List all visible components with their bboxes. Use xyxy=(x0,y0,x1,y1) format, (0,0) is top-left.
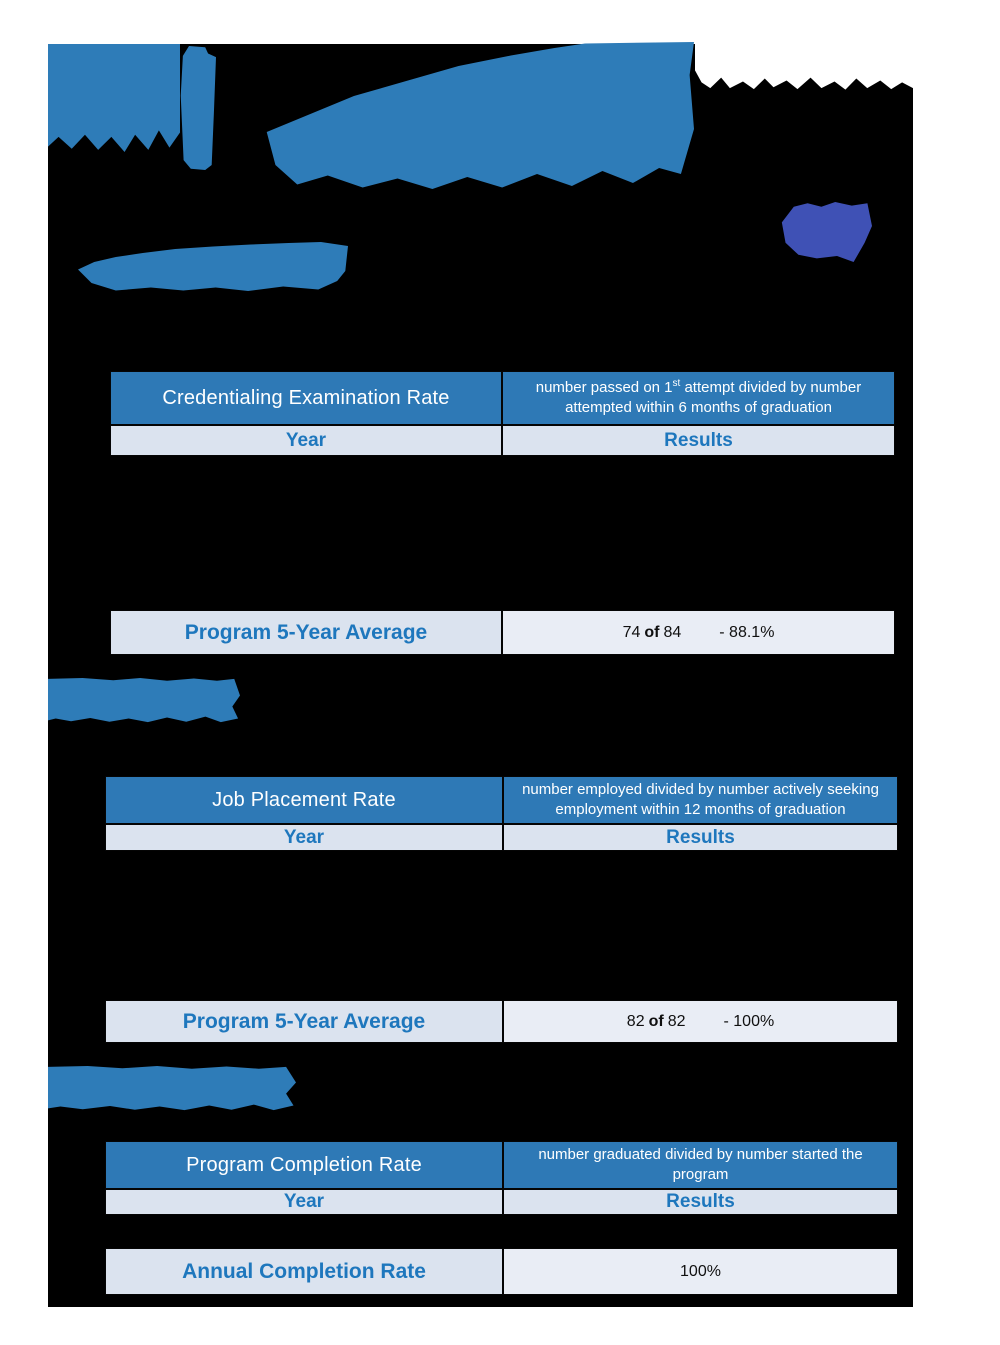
summary-label: Program 5-Year Average xyxy=(182,1009,426,1033)
table-header-row xyxy=(110,371,895,425)
summary-value-cell xyxy=(503,1248,898,1295)
table-title: Program Completion Rate xyxy=(186,1153,422,1176)
year-header-cell xyxy=(110,425,502,456)
results-header-cell xyxy=(503,1189,898,1215)
year-header-cell xyxy=(105,1189,503,1215)
summary-label-cell xyxy=(105,1000,503,1043)
table-definition-cell xyxy=(502,371,895,425)
results-header-cell xyxy=(503,824,898,851)
table-title: Credentialing Examination Rate xyxy=(162,386,450,409)
results-header-cell xyxy=(502,425,895,456)
summary-label-cell xyxy=(105,1248,503,1295)
section-heading-completion-blob xyxy=(48,1066,296,1112)
credentialing-summary-row xyxy=(110,610,895,655)
table-definition: number employed divided by number actively seeking employment within 12 months of graduation xyxy=(522,780,879,818)
table-title-cell xyxy=(110,371,502,425)
annual-completion-row xyxy=(105,1248,898,1295)
completion-table xyxy=(105,1141,898,1215)
table-title-cell xyxy=(105,776,503,824)
job-placement-summary-row xyxy=(105,1000,898,1043)
table-definition-cell xyxy=(503,1141,898,1189)
year-header-label: Year xyxy=(283,1191,325,1212)
table-definition: number graduated divided by number started the program xyxy=(538,1145,863,1183)
results-header-label: Results xyxy=(666,826,735,848)
summary-value-cell xyxy=(502,610,895,655)
year-header-cell xyxy=(105,824,503,851)
summary-value: 82 of 82 - 100% xyxy=(626,1012,775,1030)
summary-value: 100% xyxy=(680,1262,721,1280)
summary-value: 74 of 84 - 88.1% xyxy=(622,623,775,641)
results-header-label: Results xyxy=(664,429,733,451)
transparent-background-field xyxy=(48,44,913,1307)
table-header-row xyxy=(105,1141,898,1189)
logo-tower-icon xyxy=(180,46,216,170)
table-definition: number passed on 1st attempt divided by number attempted within 6 months of graduation xyxy=(535,377,862,416)
column-header-row xyxy=(110,425,895,456)
year-header-label: Year xyxy=(285,429,327,451)
table-header-row xyxy=(105,776,898,824)
job-placement-table xyxy=(105,776,898,851)
summary-label-cell xyxy=(110,610,502,655)
summary-value-cell xyxy=(503,1000,898,1043)
column-header-row xyxy=(105,1189,898,1215)
right-page-margin xyxy=(913,44,1000,1307)
table-definition-cell xyxy=(503,776,898,824)
section-heading-job-placement-blob xyxy=(48,678,240,724)
credentialing-table xyxy=(110,371,895,456)
table-title-cell xyxy=(105,1141,503,1189)
table-title: Job Placement Rate xyxy=(212,788,396,811)
year-header-label: Year xyxy=(283,826,325,848)
column-header-row xyxy=(105,824,898,851)
superscript-st: st xyxy=(672,377,681,389)
results-header-label: Results xyxy=(666,1191,735,1212)
summary-label: Annual Completion Rate xyxy=(182,1259,426,1283)
summary-label: Program 5-Year Average xyxy=(184,620,428,644)
